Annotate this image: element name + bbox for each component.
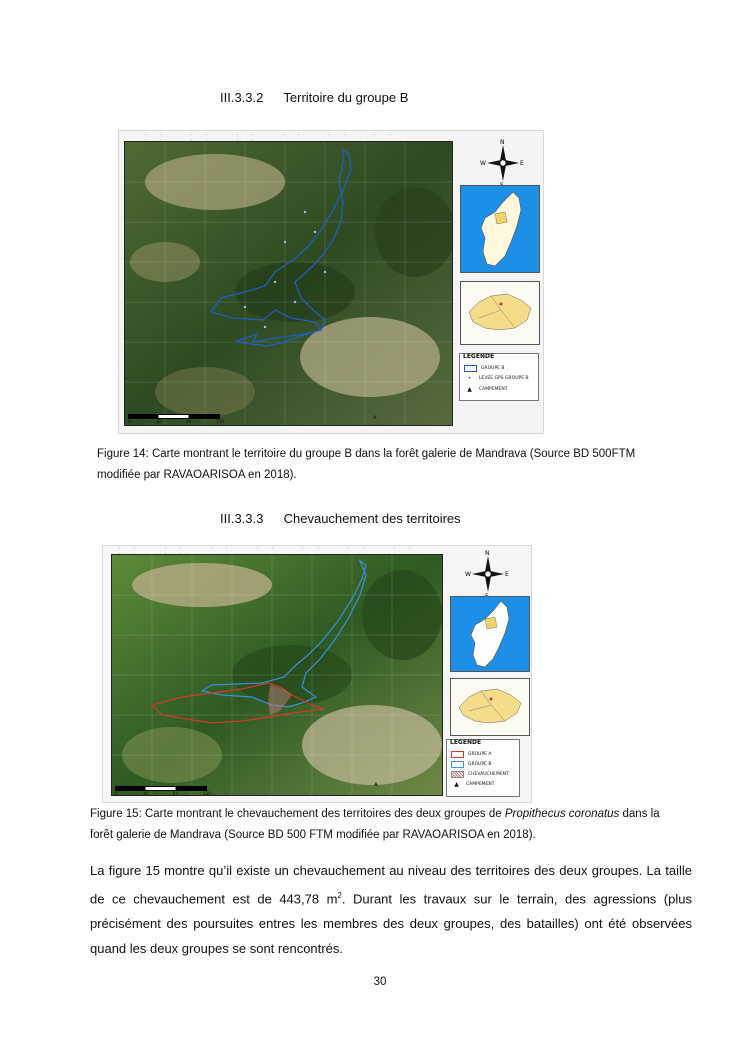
svg-text:▲: ▲ [374,781,378,787]
region-inset-map [450,678,530,736]
region-inset-map [460,281,540,345]
scale-bar [128,414,224,424]
map-legend [446,739,520,797]
legend-row-chevauchement [451,771,509,778]
legend-row-campement [464,387,508,392]
legend-label-gps: LEVEE GPS GROUPE B [479,376,529,381]
scale-label-0: 0 [115,791,118,796]
section-heading-3332 [220,90,408,105]
map-figure-14 [118,130,544,434]
legend-label-campement: CAMPEMENT [479,387,508,392]
section-title: Chevauchement des territoires [283,511,461,526]
madagascar-locator-map [460,185,540,273]
satellite-map [124,141,453,426]
compass-w: W [465,571,471,578]
scale-label-30: 30 [155,419,161,424]
map-figure-15 [102,545,532,803]
map-image [125,142,452,425]
section-title: Territoire du groupe B [283,90,409,105]
legend-swatch-groupe-a [451,751,464,758]
caption-species: Propithecus coronatus [504,808,620,820]
legend-label-groupe-a: GROUPE A [468,752,492,757]
section-number: III.3.3.3 [220,511,264,526]
legend-row-campement [451,782,495,787]
paragraph-part-1: La figure 15 montre qu’il existe un chevauchement au niveau des territoires des deux groupes. La taille de ce chevauchement est de 443,78 m [90,863,692,907]
top-coordinate-ticks: ·· ·· ·· ·· ·· ·· ·· ·· ·· [119,546,425,556]
figure-14-caption: Figure 14: Carte montrant le territoire du groupe B dans la forêt galerie de Mandrava (Source BD 500FTM modifiée par RAVAOARISOA en 2018). [97,448,636,481]
compass-e: E [505,571,509,578]
legend-title: LEGENDE [463,353,495,360]
top-coordinate-ticks: ·· ·· ·· ·· ·· ·· ·· ·· ·· [145,132,405,142]
legend-label-groupe-b: GROUPE B [468,762,492,767]
legend-row-groupe-a [451,751,492,758]
legend-swatch-chevauchement [451,771,464,778]
compass-n: N [485,550,490,557]
legend-dot-icon: • [467,375,472,382]
legend-tent-icon: ▲ [467,386,472,393]
caption-text-after: dans la forêt galerie de Mandrava (Source BD 500 FTM modifiée par RAVAOARISOA en 2018). [90,808,660,841]
legend-label-groupe-b: GROUPE B [481,366,505,371]
compass-w: W [480,160,486,167]
svg-text:▲: ▲ [373,414,377,420]
compass-rose-icon [480,139,526,187]
legend-swatch-groupe-b [451,761,464,768]
section-heading-3333 [220,511,461,526]
scale-label-30: 30 [142,791,148,796]
madagascar-locator-map [450,596,530,672]
legend-swatch-groupe-b [464,365,477,372]
legend-row-groupe-b [464,365,505,372]
legend-tent-icon: ▲ [454,781,459,788]
caption-text-before: Figure 15: Carte montrant le chevauchement des territoires des deux groupes de [90,808,505,820]
map-legend [459,353,539,401]
legend-row-gps [464,376,529,381]
compass-e: E [520,160,524,167]
scale-bar [115,786,211,796]
map-image [112,555,442,795]
legend-label-campement: CAMPEMENT [466,782,495,787]
scale-label-0: 0 [128,419,131,424]
compass-n: N [500,139,505,146]
body-paragraph [90,858,692,961]
legend-row-groupe-b [451,761,492,768]
compass-rose-icon [465,550,511,598]
paragraph-part-2: . Durant les travaux sur le terrain, des agressions (plus précisément des poursuites entres les membres des deux groupes, des batailles) ont été observées quand les deux groupes se sont rencontrés. [90,891,692,957]
scale-label-60: 60 [173,791,179,796]
scale-label-120: 120 [216,419,224,424]
figure-15-caption [90,804,680,846]
satellite-map [111,554,443,796]
scale-label-120: 120 [203,791,211,796]
paragraph-superscript: 2 [337,891,342,900]
page-number: 30 [373,976,387,988]
section-number: III.3.3.2 [220,90,264,105]
legend-label-chevauchement: CHEVAUCHEMENT [468,772,509,777]
legend-title: LEGENDE [450,739,482,746]
scale-label-60: 60 [186,419,192,424]
